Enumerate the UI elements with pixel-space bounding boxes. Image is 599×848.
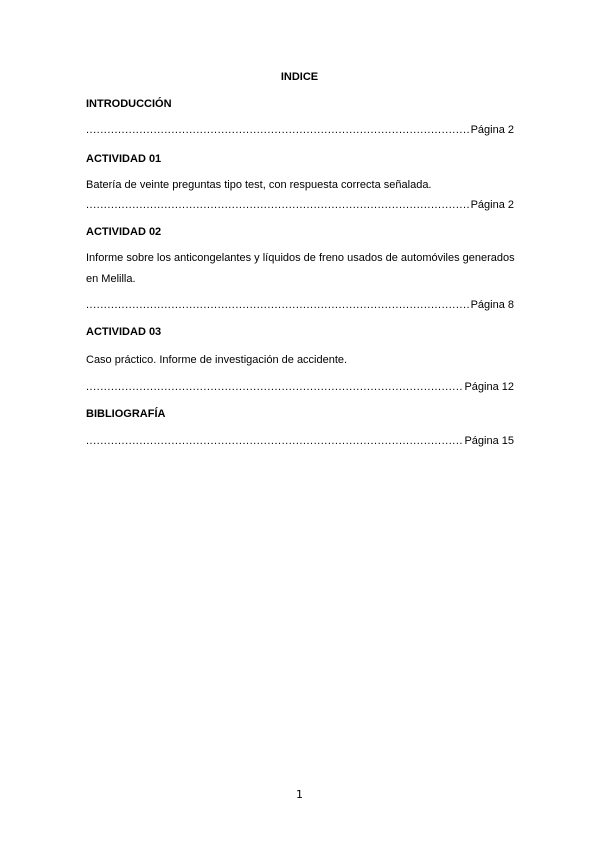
dot-leader bbox=[86, 299, 469, 311]
section-heading-actividad-01: ACTIVIDAD 01 bbox=[86, 153, 162, 165]
toc-entry-bibliografia[interactable] bbox=[86, 435, 514, 449]
section-heading-actividad-02: ACTIVIDAD 02 bbox=[86, 226, 162, 238]
section-description-actividad-02: Informe sobre los anticongelantes y líquidos de freno usados de automóviles generados en Melilla. bbox=[86, 252, 515, 285]
dot-leader bbox=[86, 435, 462, 447]
section-description-actividad-03: Caso práctico. Informe de investigación de accidente. bbox=[86, 354, 348, 366]
dot-leader bbox=[86, 199, 469, 211]
page-reference: Página 15 bbox=[464, 435, 514, 447]
dot-leader bbox=[86, 124, 469, 136]
page-number: 1 bbox=[296, 788, 303, 801]
section-heading-introduccion: INTRODUCCIÓN bbox=[86, 98, 172, 110]
toc-entry-actividad-02[interactable] bbox=[86, 299, 514, 313]
page-reference: Página 12 bbox=[464, 381, 514, 393]
toc-entry-actividad-01[interactable] bbox=[86, 199, 514, 213]
section-heading-actividad-03: ACTIVIDAD 03 bbox=[86, 326, 162, 338]
toc-entry-actividad-03[interactable] bbox=[86, 381, 514, 395]
page-reference: Página 8 bbox=[470, 299, 514, 311]
page-reference: Página 2 bbox=[470, 124, 514, 136]
toc-entry-introduccion[interactable] bbox=[86, 124, 514, 138]
page-reference: Página 2 bbox=[470, 199, 514, 211]
section-description-actividad-01: Batería de veinte preguntas tipo test, con respuesta correcta señalada. bbox=[86, 179, 432, 191]
section-heading-bibliografia: BIBLIOGRAFÍA bbox=[86, 408, 166, 420]
dot-leader bbox=[86, 381, 462, 393]
index-title: INDICE bbox=[280, 71, 319, 83]
